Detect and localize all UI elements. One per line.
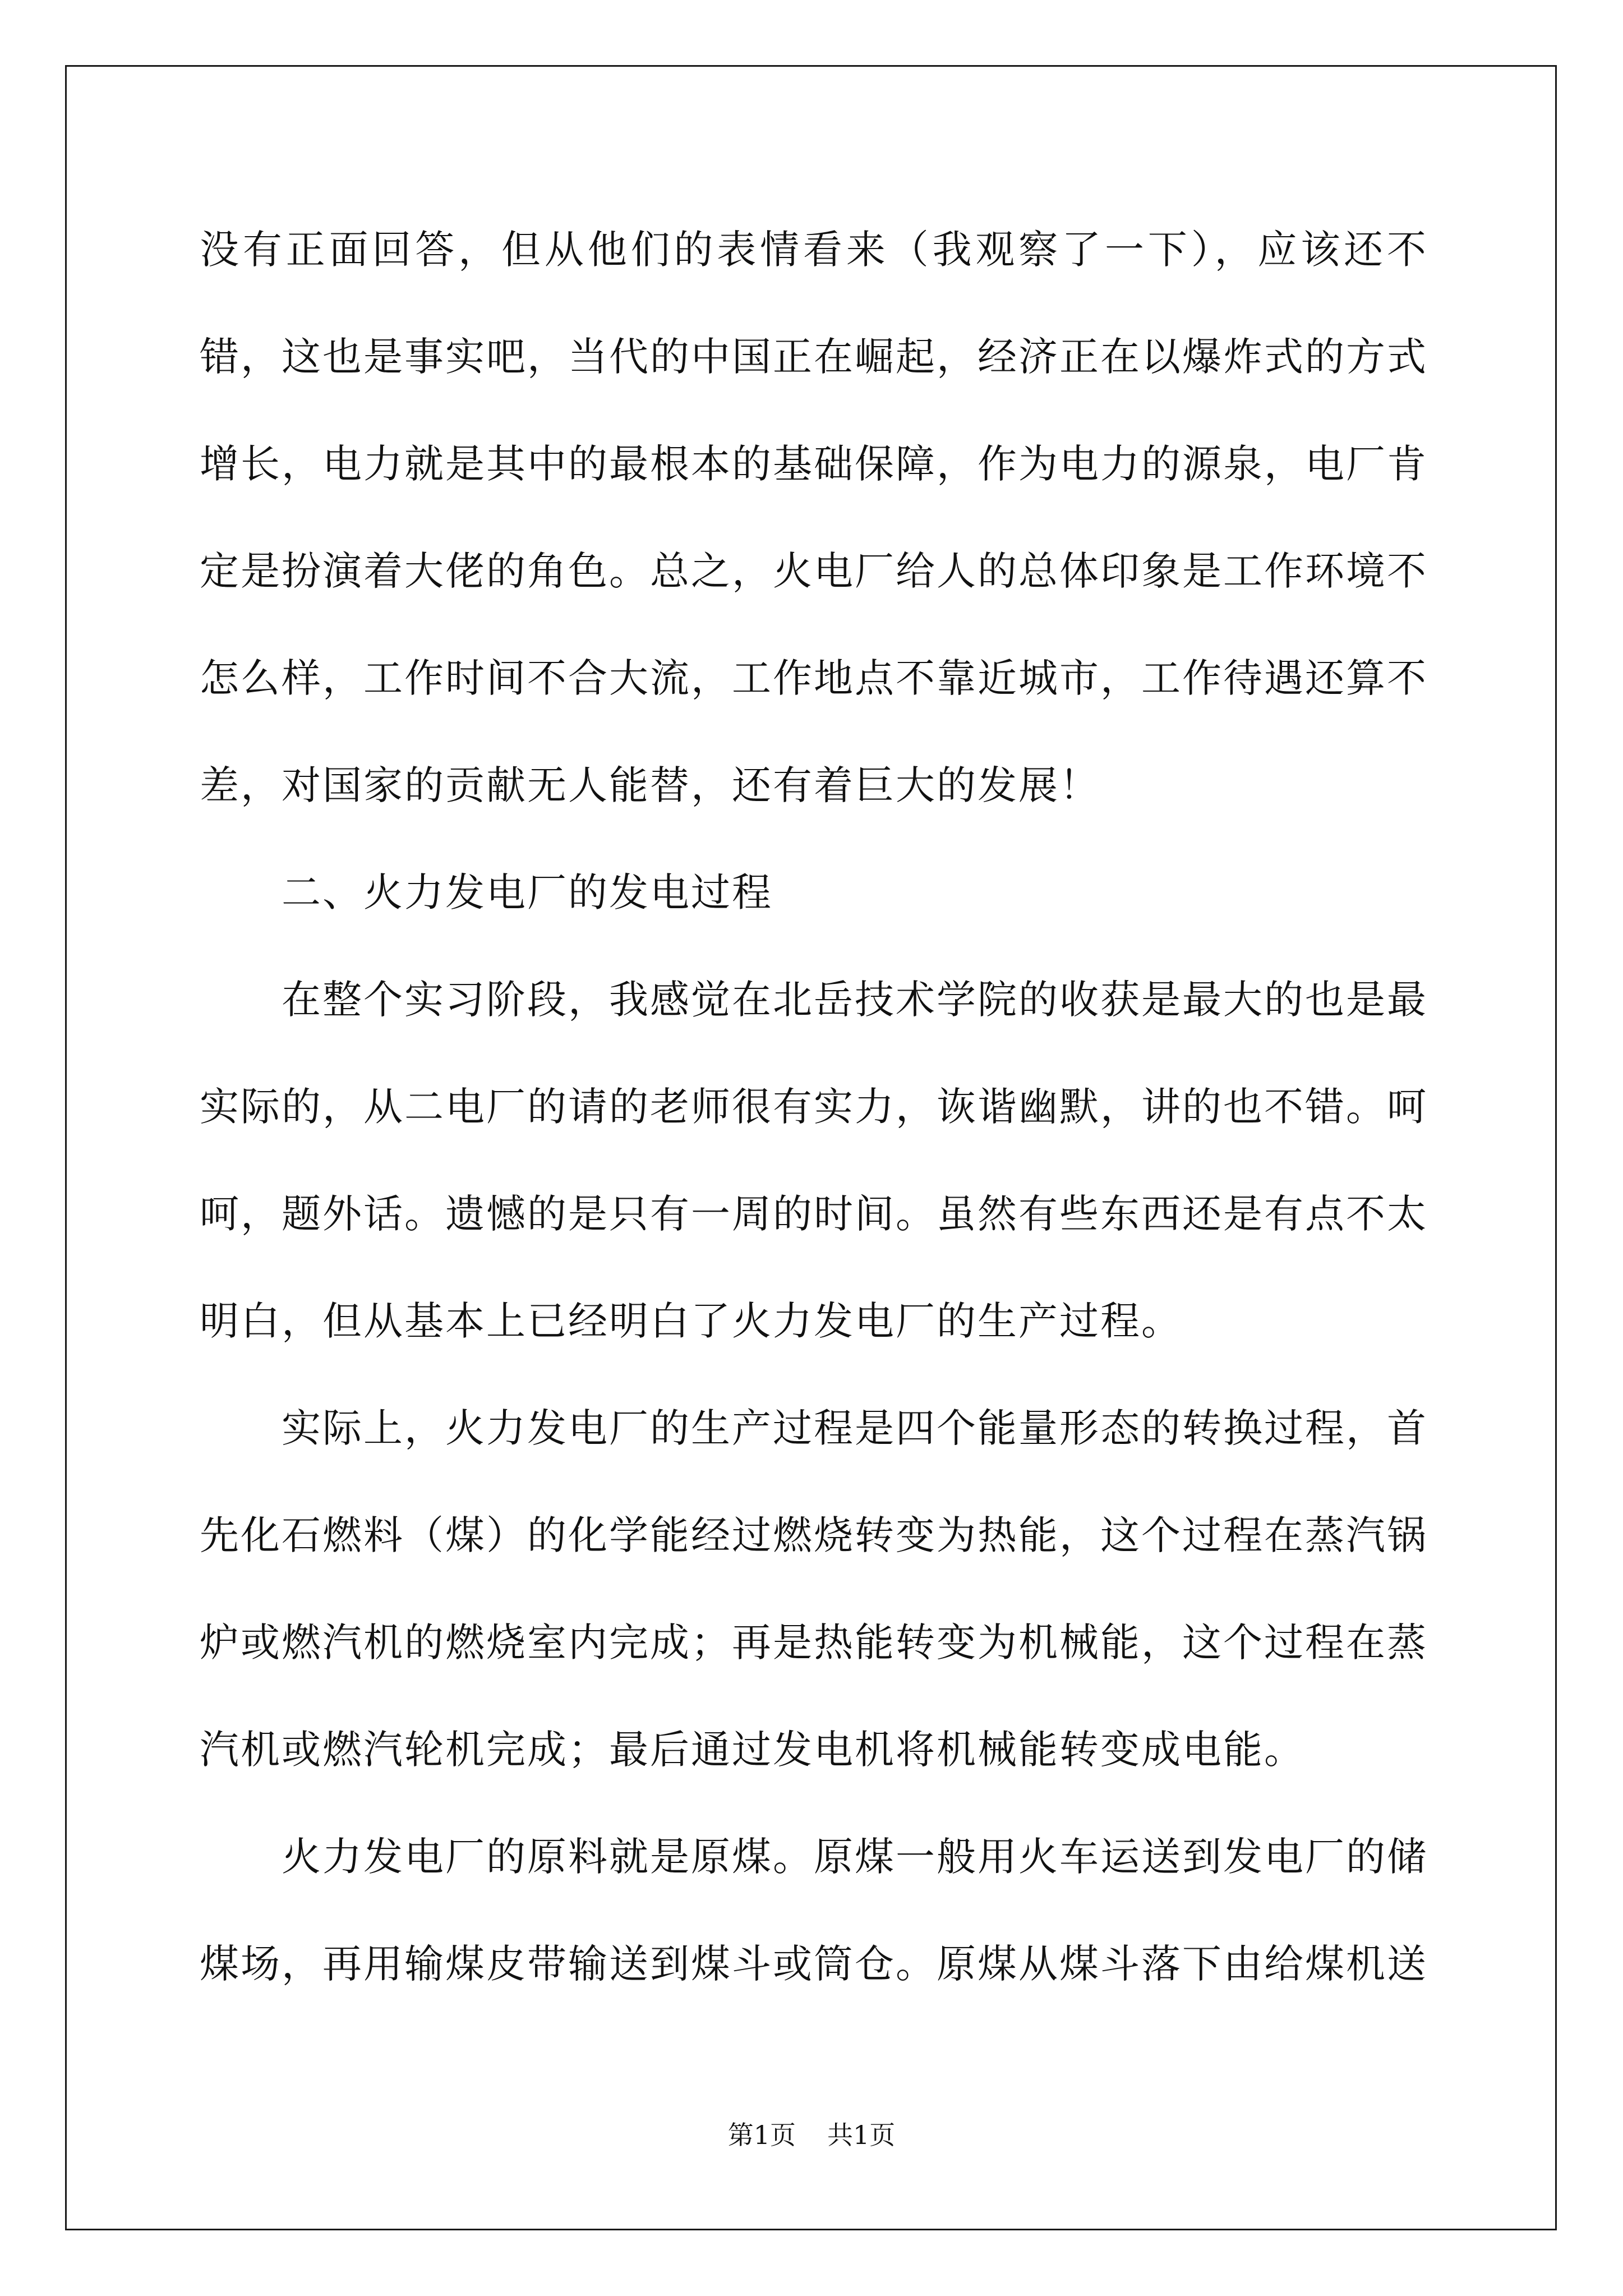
page-number-total: 共1页 bbox=[827, 2120, 896, 2150]
paragraph-energy-conversion: 实际上，火力发电厂的生产过程是四个能量形态的转换过程，首先化石燃料（煤）的化学能经过燃烧转变为热能，这个过程在蒸汽锅炉或燃汽机的燃烧室内完成；再是热能转变为机械能，这个过程在蒸汽机或燃汽轮机完成；最后通过发电机将机械能转变成电能。 bbox=[200, 1405, 1428, 1773]
document-body bbox=[200, 196, 1428, 2018]
paragraph-internship: 在整个实习阶段，我感觉在北岳技术学院的收获是最大的也是最实际的，从二电厂的请的老师很有实力，诙谐幽默，讲的也不错。呵呵，题外话。遗憾的是只有一周的时间。虽然有些东西还是有点不太明白，但从基本上已经明白了火力发电厂的生产过程。 bbox=[200, 977, 1428, 1344]
section-heading: 二、火力发电厂的发电过程 bbox=[282, 869, 773, 915]
paragraph-continuation: 没有正面回答，但从他们的表情看来（我观察了一下），应该还不错，这也是事实吧，当代的中国正在崛起，经济正在以爆炸式的方式增长，电力就是其中的最根本的基础保障，作为电力的源泉，电厂肯定是扮演着大佬的角色。总之，火电厂给人的总体印象是工作环境不怎么样，工作时间不合大流，工作地点不靠近城市，工作待遇还算不差，对国家的贡献无人能替，还有着巨大的发展！ bbox=[200, 227, 1428, 808]
page-footer bbox=[0, 2115, 1623, 2152]
paragraph-raw-coal: 火力发电厂的原料就是原煤。原煤一般用火车运送到发电厂的储煤场，再用输煤皮带输送到煤斗或筒仓。原煤从煤斗落下由给煤机送 bbox=[200, 1834, 1428, 1987]
page-number-current: 第1页 bbox=[727, 2120, 796, 2150]
